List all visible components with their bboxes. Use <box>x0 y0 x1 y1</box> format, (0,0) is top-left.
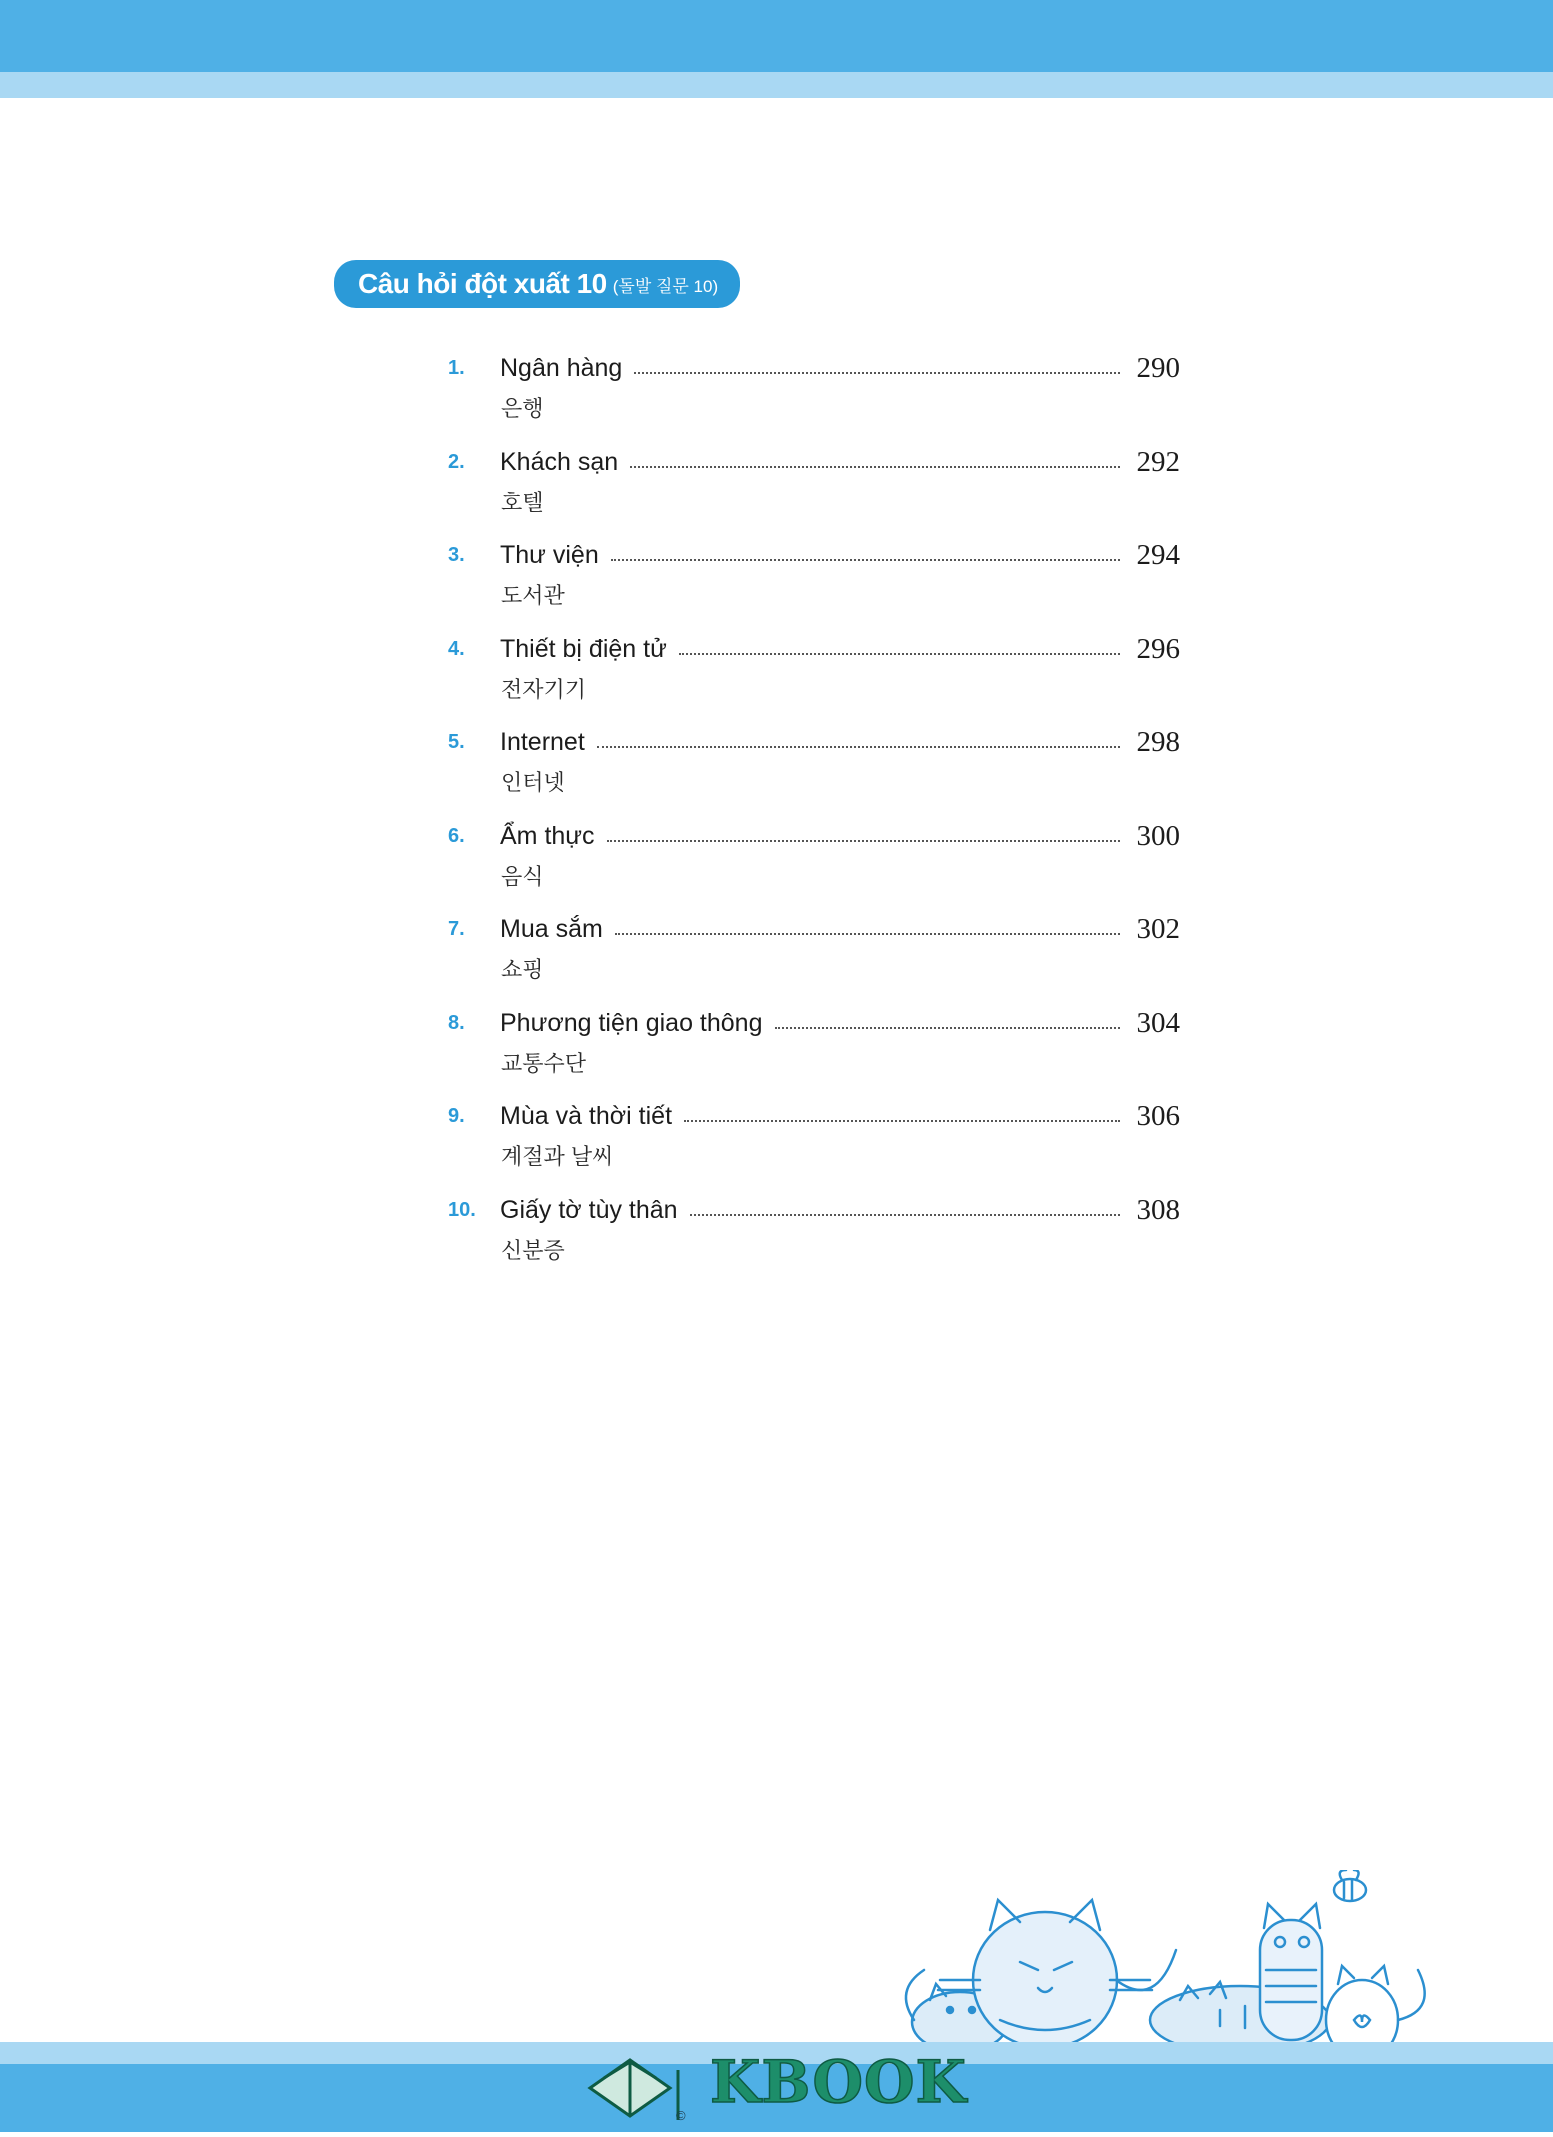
entry-title-vi: Ngân hàng <box>500 354 623 382</box>
dot-leader <box>630 466 1120 468</box>
entry-line <box>500 1189 1180 1225</box>
dot-leader <box>679 653 1120 655</box>
dot-leader <box>634 372 1120 374</box>
entry-page: 290 <box>1136 352 1180 384</box>
entry-title-ko: 도서관 <box>501 583 565 608</box>
entry-line <box>500 815 1180 851</box>
entry-line <box>500 721 1180 757</box>
entry-page: 298 <box>1136 726 1180 758</box>
dot-leader <box>775 1027 1121 1029</box>
entry-title-ko: 전자기기 <box>501 676 587 702</box>
entry-number: 8. <box>448 1011 465 1034</box>
toc-entry[interactable] <box>440 1002 1240 1096</box>
entry-line <box>500 534 1180 570</box>
entry-line <box>500 347 1180 383</box>
entry-page: 292 <box>1136 445 1180 478</box>
entry-title-vi: Mua sắm <box>500 915 603 943</box>
table-of-contents <box>440 347 1240 1282</box>
cats-illustration <box>880 1870 1480 2060</box>
toc-entry[interactable] <box>440 908 1240 1002</box>
entry-title-ko: 신분증 <box>501 1237 565 1263</box>
entry-line <box>500 908 1180 944</box>
entry-title-ko: 음식 <box>501 863 544 889</box>
logo-text: KBOOK <box>710 2048 967 2116</box>
entry-title-vi: Thư viện <box>500 541 599 569</box>
bee-icon <box>1334 1870 1366 1901</box>
entry-number: 3. <box>448 544 465 566</box>
dot-leader <box>615 933 1120 935</box>
entry-line <box>500 1002 1180 1038</box>
entry-title-vi: Giấy tờ tùy thân <box>500 1195 678 1224</box>
top-band <box>0 0 1553 98</box>
entry-title-vi: Phương tiện giao thông <box>500 1008 763 1037</box>
entry-title-vi: Thiết bị điện tử <box>500 634 667 663</box>
entry-number: 7. <box>448 918 465 940</box>
dot-leader <box>597 746 1120 748</box>
copyright-mark: © <box>676 2108 686 2123</box>
entry-number: 1. <box>448 357 465 379</box>
entry-page: 300 <box>1136 819 1180 852</box>
section-title: Câu hỏi đột xuất 10 <box>358 268 607 299</box>
toc-entry[interactable] <box>440 347 1240 441</box>
entry-title-vi: Khách sạn <box>500 447 619 476</box>
entry-number: 6. <box>448 824 465 847</box>
entry-number: 10. <box>448 1198 476 1221</box>
entry-line <box>500 441 1180 477</box>
toc-entry[interactable] <box>440 1095 1240 1189</box>
entry-page: 306 <box>1136 1100 1180 1132</box>
entry-line <box>500 1095 1180 1131</box>
toc-entry[interactable] <box>440 815 1240 909</box>
entry-number: 5. <box>448 731 465 753</box>
entry-title-ko: 은행 <box>501 396 544 421</box>
dot-leader <box>684 1120 1120 1122</box>
entry-number: 4. <box>448 637 465 660</box>
entry-number: 2. <box>448 450 465 473</box>
kbook-logo <box>580 2040 990 2132</box>
tall-cat-icon <box>1260 1904 1322 2040</box>
entry-title-ko: 인터넷 <box>501 770 565 795</box>
dot-leader <box>611 559 1120 561</box>
entry-number: 9. <box>448 1105 465 1127</box>
entry-title-ko: 쇼핑 <box>501 957 544 982</box>
entry-line <box>500 628 1180 664</box>
toc-entry[interactable] <box>440 534 1240 628</box>
entry-title-vi: Ẩm thực <box>500 821 595 850</box>
entry-page: 304 <box>1136 1006 1180 1039</box>
entry-title-ko: 계절과 날씨 <box>501 1144 614 1169</box>
toc-entry[interactable] <box>440 721 1240 815</box>
toc-entry[interactable] <box>440 1189 1240 1283</box>
entry-title-vi: Internet <box>500 728 585 756</box>
toc-entry[interactable] <box>440 441 1240 535</box>
entry-page: 308 <box>1136 1193 1180 1226</box>
dot-leader <box>690 1214 1120 1216</box>
entry-title-ko: 교통수단 <box>501 1050 587 1076</box>
section-subtitle: (돌발 질문 10) <box>612 276 719 296</box>
entry-page: 296 <box>1136 632 1180 665</box>
entry-page: 302 <box>1136 913 1180 945</box>
section-title-pill <box>334 260 740 308</box>
entry-title-vi: Mùa và thời tiết <box>500 1102 673 1130</box>
entry-page: 294 <box>1136 539 1180 571</box>
entry-title-ko: 호텔 <box>501 489 544 515</box>
dot-leader <box>607 840 1120 842</box>
toc-entry[interactable] <box>440 628 1240 722</box>
